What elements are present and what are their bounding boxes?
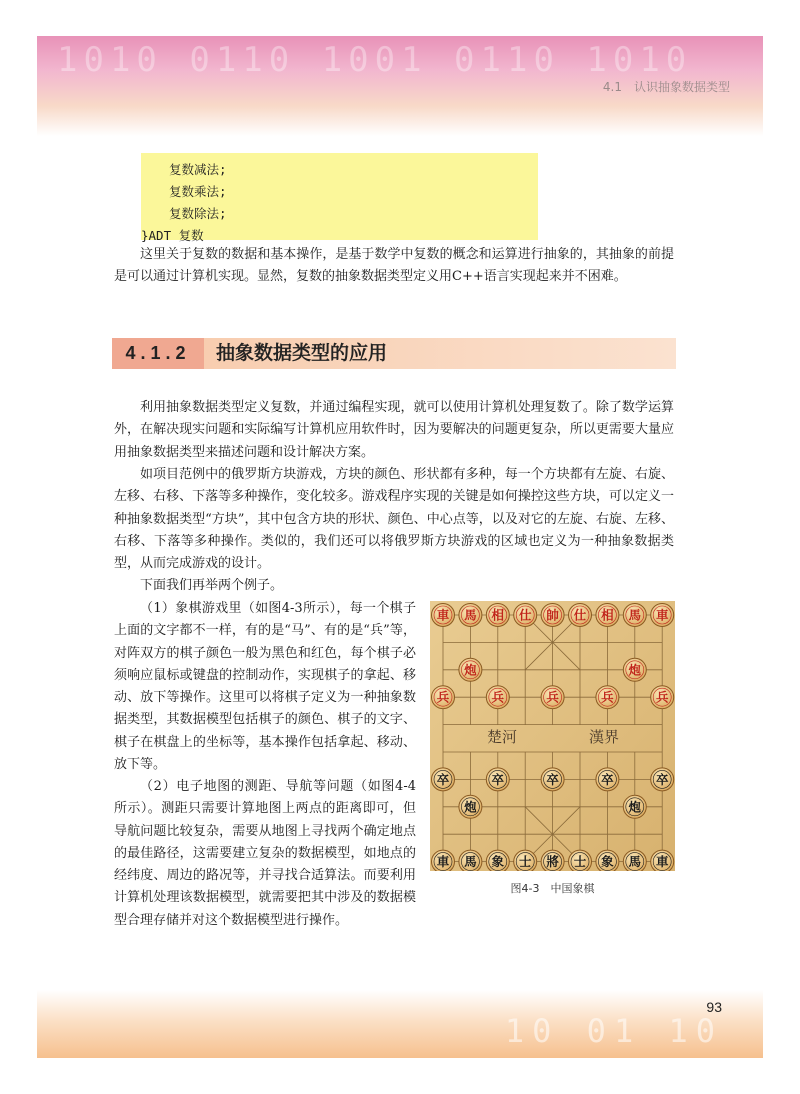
piece-label: 車 — [436, 607, 450, 623]
piece-label: 馬 — [628, 854, 642, 870]
xiangqi-board-figure — [430, 601, 675, 871]
chess-piece-red[interactable] — [596, 604, 619, 627]
decorative-binary-pattern: 1010 0110 1001 0110 1010 — [57, 40, 693, 80]
piece-label: 卒 — [436, 771, 450, 787]
chess-piece-black[interactable] — [651, 768, 674, 791]
chess-piece-red[interactable] — [651, 604, 674, 627]
chess-piece-black[interactable] — [459, 850, 482, 871]
footer-band — [37, 990, 763, 1058]
paragraph: （1）象棋游戏里（如图4-3所示），每一个棋子上面的文字都不一样，有的是“马”、有的是“兵”等，对阵双方的棋子颜色一般为黑色和红色，每个棋子必须响应鼠标或键盘的控制动作，实现棋子的拿起、移动、放下等操作。这里可以将棋子定义为一种抽象数据类型，其数据模型包括棋子的颜色、棋子的文字、棋子在棋盘上的坐标等，基本操作包括拿起、移动、放下等。 — [114, 601, 416, 773]
section-number: 4.1.2 — [112, 338, 204, 369]
chess-piece-red[interactable] — [541, 686, 564, 709]
piece-label: 兵 — [655, 689, 669, 705]
section-title: 抽象数据类型的应用 — [216, 342, 388, 364]
piece-label: 士 — [518, 854, 532, 870]
chess-piece-black[interactable] — [541, 768, 564, 791]
running-header: 4.1 认识抽象数据类型 — [602, 80, 730, 94]
piece-label: 相 — [491, 607, 505, 623]
chess-piece-red[interactable] — [596, 686, 619, 709]
piece-label: 象 — [601, 854, 614, 870]
piece-label: 卒 — [491, 771, 505, 787]
piece-label: 炮 — [464, 799, 477, 815]
chess-piece-black[interactable] — [432, 768, 455, 791]
decorative-binary-pattern: 10 01 10 — [504, 1012, 723, 1050]
chess-piece-black[interactable] — [596, 850, 619, 871]
chess-piece-black[interactable] — [432, 850, 455, 871]
chess-piece-black[interactable] — [459, 795, 482, 818]
chess-piece-red[interactable] — [432, 686, 455, 709]
chess-piece-red[interactable] — [514, 604, 537, 627]
code-line: 复数减法; — [169, 162, 227, 177]
chess-piece-red[interactable] — [486, 604, 509, 627]
figure-caption: 图4-3 中国象棋 — [510, 882, 595, 895]
chess-piece-red[interactable] — [541, 604, 564, 627]
chess-piece-black[interactable] — [486, 768, 509, 791]
chess-piece-red[interactable] — [623, 604, 646, 627]
chess-piece-black[interactable] — [569, 850, 592, 871]
chess-piece-black[interactable] — [651, 850, 674, 871]
piece-label: 炮 — [628, 799, 642, 815]
piece-label: 馬 — [464, 854, 477, 870]
river-text-han-jie: 漢界 — [588, 728, 620, 746]
chess-piece-black[interactable] — [541, 850, 564, 871]
chess-piece-black[interactable] — [596, 768, 619, 791]
chess-piece-red[interactable] — [651, 686, 674, 709]
chess-piece-red[interactable] — [459, 658, 482, 681]
paragraph: 利用抽象数据类型定义复数，并通过编程实现，就可以使用计算机处理复数了。除了数学运算外，在解决现实问题和实际编写计算机应用软件时，因为要解决的问题更复杂，所以更需要大量应用抽象数据类型来描述问题和设计解决方案。 — [114, 400, 674, 460]
chess-piece-black[interactable] — [623, 850, 646, 871]
piece-label: 將 — [546, 854, 559, 870]
piece-label: 卒 — [546, 771, 559, 787]
piece-label: 兵 — [436, 689, 450, 705]
code-line: 复数除法; — [169, 206, 227, 221]
piece-label: 仕 — [573, 607, 587, 623]
piece-label: 卒 — [655, 771, 669, 787]
piece-label: 相 — [601, 607, 614, 623]
piece-label: 仕 — [518, 607, 532, 623]
chess-piece-red[interactable] — [486, 686, 509, 709]
chess-piece-red[interactable] — [623, 658, 646, 681]
chess-piece-red[interactable] — [432, 604, 455, 627]
piece-label: 馬 — [628, 607, 642, 623]
piece-label: 車 — [655, 607, 669, 623]
piece-label: 象 — [491, 854, 505, 870]
piece-label: 車 — [655, 854, 669, 870]
chess-piece-black[interactable] — [623, 795, 646, 818]
paragraph: 如项目范例中的俄罗斯方块游戏，方块的颜色、形状都有多种，每一个方块都有左旋、右旋、左移、右移、下落等多种操作，变化较多。游戏程序实现的关键是如何操控这些方块，可以定义一种抽象数据类型“方块”，其中包含方块的形状、颜色、中心点等，以及对它的左旋、右旋、左移、右移、下落等多种操作。类似的，我们还可以将俄罗斯方块游戏的区域也定义为一种抽象数据类型，从而完成游戏的设计。 — [114, 467, 674, 572]
paragraph: 下面我们再举两个例子。 — [140, 578, 284, 593]
piece-label: 兵 — [546, 689, 559, 705]
piece-label: 兵 — [491, 689, 505, 705]
piece-label: 馬 — [464, 607, 477, 623]
piece-label: 炮 — [464, 662, 477, 678]
river-text-chu-he: 楚河 — [486, 728, 518, 746]
code-line: }ADT 复数 — [141, 228, 204, 243]
chess-piece-red[interactable] — [569, 604, 592, 627]
paragraph: 这里关于复数的数据和基本操作，是基于数学中复数的概念和运算进行抽象的，其抽象的前提是可以通过计算机实现。显然，复数的抽象数据类型定义用C++语言实现起来并不困难。 — [114, 247, 674, 285]
piece-label: 帥 — [546, 607, 559, 623]
chess-piece-red[interactable] — [459, 604, 482, 627]
chess-piece-black[interactable] — [514, 850, 537, 871]
piece-label: 兵 — [601, 689, 614, 705]
piece-label: 卒 — [601, 771, 614, 787]
paragraph: （2）电子地图的测距、导航等问题（如图4-4所示）。测距只需要计算地图上两点的距离即可，但导航问题比较复杂，需要从地图上寻找两个确定地点的最佳路径，这需要建立复杂的数据模型，如地点的经纬度、周边的路况等，并寻找合适算法。而要利用计算机处理该数据模型，就需要把其中涉及的数据模型合理存储并对这个数据模型进行操作。 — [114, 779, 416, 928]
piece-label: 車 — [436, 854, 450, 870]
piece-label: 炮 — [628, 662, 642, 678]
page-number: 93 — [706, 999, 722, 1015]
chess-piece-black[interactable] — [486, 850, 509, 871]
code-line: 复数乘法; — [169, 184, 227, 199]
piece-label: 士 — [573, 854, 587, 870]
